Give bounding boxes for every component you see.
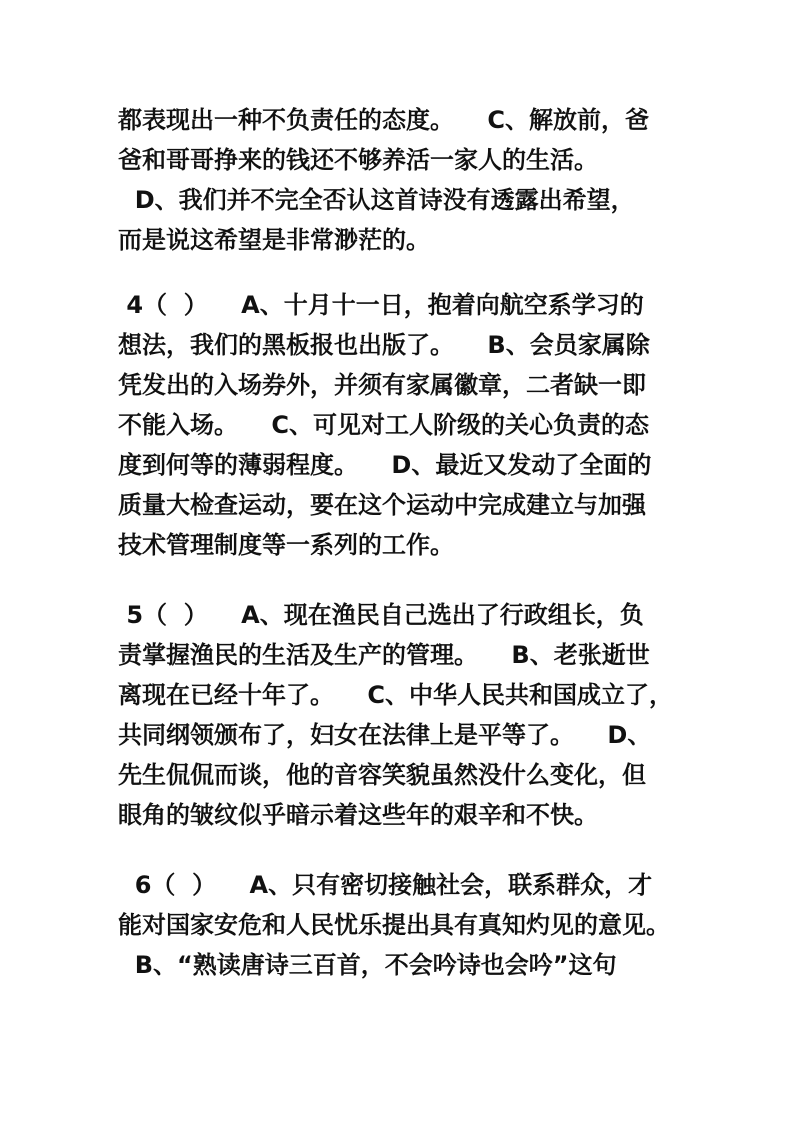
text-line: 眼角的皱纹似乎暗示着这些年的艰辛和不快。 <box>118 801 598 829</box>
text-line: 6（ ） A、只有密切接触社会，联系群众，才 <box>118 871 653 899</box>
text-line: 而是说这希望是非常渺茫的。 <box>118 226 430 254</box>
text-line: 离现在已经十年了。 C、中华人民共和国成立了， <box>118 681 674 709</box>
text-line: 想法，我们的黑板报也出版了。 B、会员家属除 <box>118 331 650 359</box>
text-line: 技术管理制度等一系列的工作。 <box>118 531 454 559</box>
text-line: 不能入场。 C、可见对工人阶级的关心负责的态 <box>118 411 650 439</box>
text-line: 质量大检查运动，要在这个运动中完成建立与加强 <box>118 491 646 519</box>
text-line: 爸和哥哥挣来的钱还不够养活一家人的生活。 <box>118 146 598 174</box>
text-line: 都表现出一种不负责任的态度。 C、解放前，爸 <box>118 106 650 134</box>
text-line: 4（ ） A、十月十一日，抱着向航空系学习的 <box>118 291 644 319</box>
text-line: 5（ ） A、现在渔民自己选出了行政组长，负 <box>118 601 644 629</box>
text-line: D、我们并不完全否认这首诗没有透露出希望， <box>118 186 635 214</box>
text-line: 责掌握渔民的生活及生产的管理。 B、老张逝世 <box>118 641 650 669</box>
text-line: 能对国家安危和人民忧乐提出具有真知灼见的意见。 <box>118 911 670 939</box>
text-line: 凭发出的入场券外，并须有家属徽章，二者缺一即 <box>118 371 646 399</box>
text-line: 度到何等的薄弱程度。 D、最近又发动了全面的 <box>118 451 652 479</box>
text-line: B、“熟读唐诗三百首，不会吟诗也会吟”这句 <box>118 951 617 979</box>
text-line: 先生侃侃而谈，他的音容笑貌虽然没什么变化，但 <box>118 761 646 789</box>
text-line: 共同纲领颁布了，妇女在法律上是平等了。 D、 <box>118 721 652 749</box>
